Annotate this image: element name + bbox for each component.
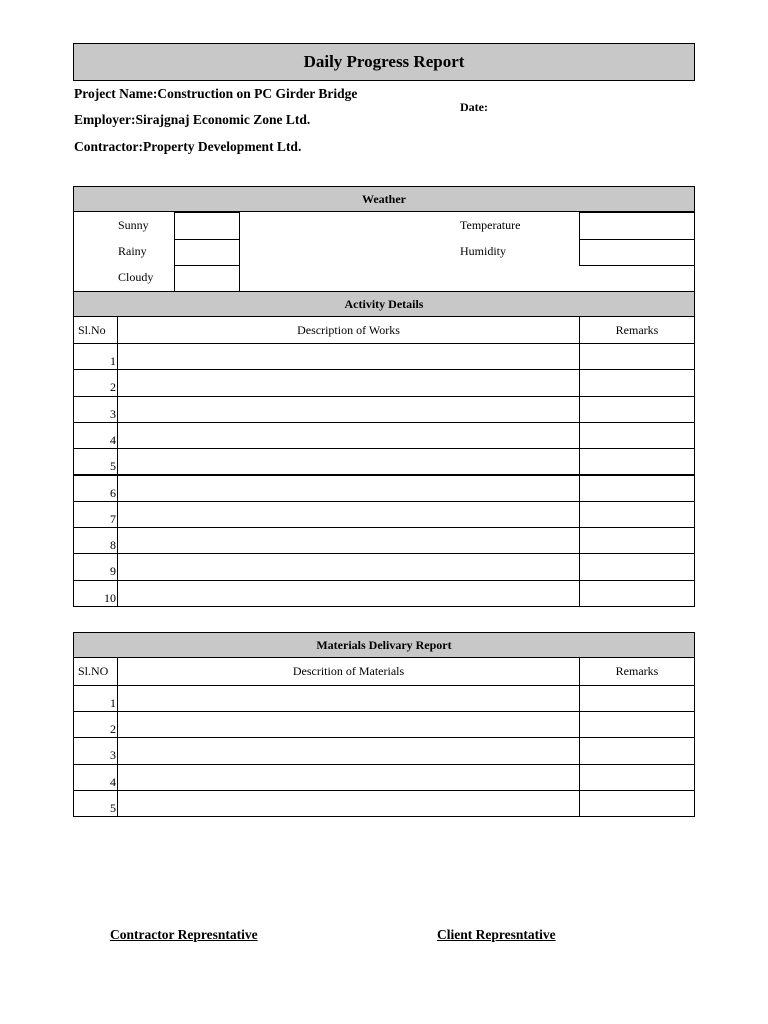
activity-cell-remarks[interactable] xyxy=(579,422,695,449)
humidity-label: Humidity xyxy=(460,244,507,258)
activity-header-remarks: Remarks xyxy=(615,323,659,337)
materials-cell-remarks[interactable] xyxy=(579,685,695,712)
weather-rainy-box[interactable] xyxy=(174,239,240,266)
temperature-label: Temperature xyxy=(460,218,521,232)
materials-cell-desc[interactable] xyxy=(117,711,580,738)
activity-cell-desc[interactable] xyxy=(117,527,580,554)
activity-row-number: 2 xyxy=(110,380,116,395)
activity-row-number: 10 xyxy=(104,590,116,605)
activity-row-number: 3 xyxy=(110,406,116,421)
activity-cell-remarks[interactable] xyxy=(579,580,695,607)
temperature-box[interactable] xyxy=(579,212,695,240)
materials-cell-remarks[interactable] xyxy=(579,764,695,791)
activity-cell-desc[interactable] xyxy=(117,422,580,449)
materials-cell-desc[interactable] xyxy=(117,685,580,712)
materials-cell-desc[interactable] xyxy=(117,764,580,791)
activity-cell-remarks[interactable] xyxy=(579,475,695,502)
activity-cell-desc[interactable] xyxy=(117,475,580,502)
materials-header-desc: Descrition of Materials xyxy=(292,664,405,678)
activity-heading: Activity Details xyxy=(73,291,695,317)
contractor-signature: Contractor Represntative xyxy=(110,927,258,942)
materials-header-slno: Sl.NO xyxy=(78,664,109,678)
activity-cell-desc[interactable] xyxy=(117,553,580,580)
activity-header-desc: Description of Works xyxy=(297,323,400,337)
activity-cell-remarks[interactable] xyxy=(579,527,695,554)
materials-header-remarks: Remarks xyxy=(615,664,659,678)
materials-cell-remarks[interactable] xyxy=(579,790,695,817)
activity-cell-desc[interactable] xyxy=(117,343,580,370)
activity-cell-remarks[interactable] xyxy=(579,553,695,580)
activity-cell-desc[interactable] xyxy=(117,448,580,475)
humidity-box[interactable] xyxy=(579,239,695,266)
activity-cell-desc[interactable] xyxy=(117,501,580,528)
weather-cloudy-box[interactable] xyxy=(174,265,240,292)
materials-cell-remarks[interactable] xyxy=(579,711,695,738)
activity-row-number: 4 xyxy=(110,432,116,447)
weather-sunny-label: Sunny xyxy=(118,218,149,232)
materials-row-number: 4 xyxy=(110,774,116,789)
activity-cell-remarks[interactable] xyxy=(579,448,695,475)
weather-sunny-box[interactable] xyxy=(174,212,240,240)
weather-rainy-label: Rainy xyxy=(118,244,147,258)
activity-cell-remarks[interactable] xyxy=(579,343,695,370)
activity-row-number: 1 xyxy=(110,354,116,368)
materials-row-number: 5 xyxy=(110,800,116,815)
client-signature: Client Represntative xyxy=(437,927,556,942)
materials-cell-remarks[interactable] xyxy=(579,737,695,764)
activity-row-number: 9 xyxy=(110,564,116,579)
project-name: Project Name:Construction on PC Girder Bridge xyxy=(74,86,358,101)
date-label: Date: xyxy=(460,100,488,114)
weather-heading: Weather xyxy=(73,186,695,212)
activity-row-number: 6 xyxy=(110,485,116,500)
report-title: Daily Progress Report xyxy=(73,43,695,81)
materials-cell-desc[interactable] xyxy=(117,737,580,764)
activity-header-slno: Sl.No xyxy=(78,323,106,337)
weather-cloudy-label: Cloudy xyxy=(118,270,154,284)
activity-cell-desc[interactable] xyxy=(117,369,580,396)
activity-cell-remarks[interactable] xyxy=(579,396,695,423)
activity-cell-desc[interactable] xyxy=(117,580,580,607)
activity-row-number: 8 xyxy=(110,538,116,553)
materials-row-number: 1 xyxy=(110,696,116,710)
contractor: Contractor:Property Development Ltd. xyxy=(74,139,302,154)
materials-heading: Materials Delivary Report xyxy=(73,632,695,658)
materials-cell-desc[interactable] xyxy=(117,790,580,817)
materials-row-number: 2 xyxy=(110,722,116,737)
activity-row-number: 7 xyxy=(110,511,116,526)
activity-cell-desc[interactable] xyxy=(117,396,580,423)
activity-row-number: 5 xyxy=(110,459,116,474)
activity-cell-remarks[interactable] xyxy=(579,369,695,396)
materials-row-number: 3 xyxy=(110,748,116,763)
activity-cell-remarks[interactable] xyxy=(579,501,695,528)
employer: Employer:Sirajgnaj Economic Zone Ltd. xyxy=(74,112,311,127)
